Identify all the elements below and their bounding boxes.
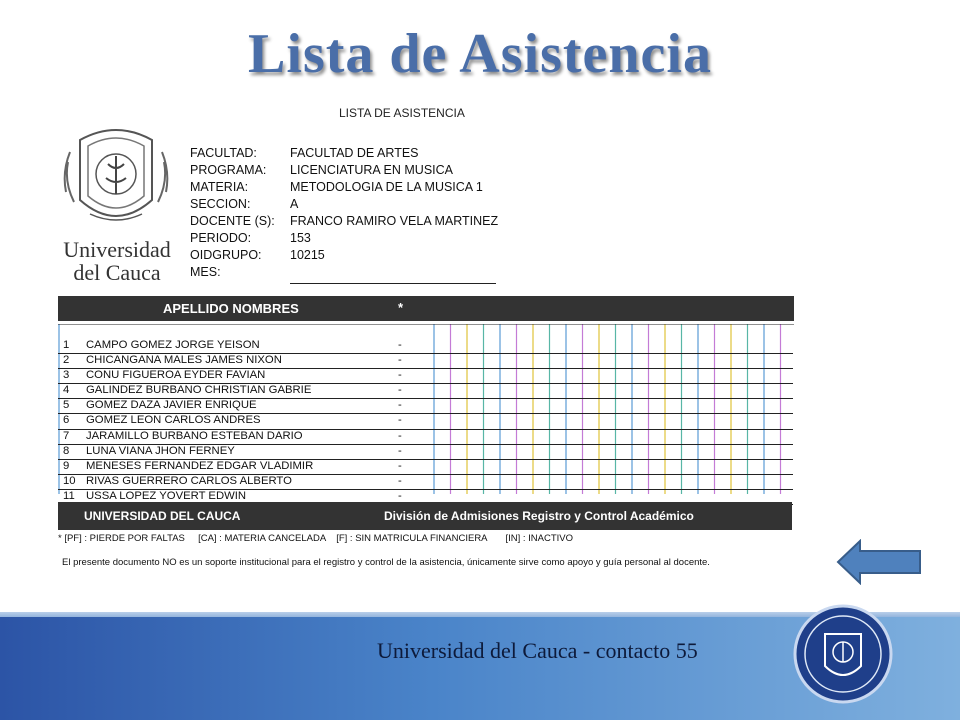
table-row (58, 430, 793, 445)
table-header (58, 296, 794, 321)
row-number: 9 (63, 459, 70, 472)
table-footer (58, 502, 792, 530)
field-value: FACULTAD DE ARTES (290, 146, 419, 160)
table-row (58, 460, 793, 475)
student-name: MENESES FERNANDEZ EDGAR VLADIMIR (86, 459, 314, 472)
field-value: A (290, 197, 299, 211)
field-label: PROGRAMA: (190, 163, 267, 177)
table-row (58, 414, 793, 429)
legend: * [PF] : PIERDE POR FALTAS [CA] : MATERIA CANCELADA [F] : SIN MATRICULA FINANCIERA [IN] : INACTIVO (58, 533, 574, 544)
table-row (58, 354, 793, 369)
field-label: OIDGRUPO: (190, 248, 262, 262)
student-name: LUNA VIANA JHON FERNEY (86, 444, 235, 457)
table-row (58, 339, 793, 354)
status-mark: - (398, 354, 402, 367)
status-mark: - (398, 429, 402, 442)
student-name: JARAMILLO BURBANO ESTEBAN DARIO (86, 429, 303, 442)
field-value: METODOLOGIA DE LA MUSICA 1 (290, 180, 483, 194)
row-number: 5 (63, 399, 70, 412)
logo-text-line2: del Cauca (73, 260, 161, 285)
footer-contact: - contacto 55 (577, 638, 698, 663)
footer-division: División de Admisiones Registro y Control Académico (384, 509, 694, 523)
university-seal-icon (793, 604, 893, 704)
field-label: MES: (190, 265, 221, 279)
status-mark: - (398, 399, 402, 412)
field-values (290, 145, 498, 264)
row-number: 7 (63, 429, 70, 442)
student-name: GALINDEZ BURBANO CHRISTIAN GABRIE (86, 384, 312, 397)
footer-university: UNIVERSIDAD DEL CAUCA (84, 509, 241, 523)
header-name: APELLIDO NOMBRES (163, 301, 299, 316)
student-name: GOMEZ DAZA JAVIER ENRIQUE (86, 399, 257, 412)
row-number: 2 (63, 354, 70, 367)
attendance-grid (58, 324, 794, 502)
disclaimer: El presente documento NO es un soporte institucional para el registro y control de la asistencia, únicamente sirve como apoyo y guía personal al docente. (62, 557, 710, 568)
row-number: 3 (63, 369, 70, 382)
table-row (58, 475, 793, 490)
field-label: DOCENTE (S): (190, 214, 275, 228)
field-label: PERIODO: (190, 231, 252, 245)
field-label: SECCION: (190, 197, 251, 211)
row-number: 8 (63, 444, 70, 457)
left-arrow-icon[interactable] (836, 539, 922, 585)
field-label: FACULTAD: (190, 146, 257, 160)
slide-title: Lista de Asistencia (248, 23, 712, 85)
footer-text (377, 638, 698, 664)
document-heading: LISTA DE ASISTENCIA (339, 106, 465, 120)
row-number: 6 (63, 414, 70, 427)
month-blank-line (290, 283, 496, 284)
field-value: LICENCIATURA EN MUSICA (290, 163, 453, 177)
attendance-rows (58, 339, 794, 505)
status-mark: - (398, 444, 402, 457)
student-name: RIVAS GUERRERO CARLOS ALBERTO (86, 474, 292, 487)
status-mark: - (398, 474, 402, 487)
table-row (58, 445, 793, 460)
field-value: 153 (290, 231, 311, 245)
student-name: CHICANGANA MALES JAMES NIXON (86, 354, 282, 367)
student-name: CAMPO GOMEZ JORGE YEISON (86, 339, 260, 351)
field-labels (190, 145, 275, 281)
row-number: 10 (63, 474, 76, 487)
table-row (58, 369, 793, 384)
status-mark: - (398, 459, 402, 472)
table-row (58, 399, 793, 414)
status-mark: - (398, 339, 402, 351)
field-value: FRANCO RAMIRO VELA MARTINEZ (290, 214, 499, 228)
student-name: USSA LOPEZ YOVERT EDWIN (86, 489, 247, 502)
status-mark: - (398, 369, 402, 382)
header-star: * (398, 300, 404, 315)
field-value: 10215 (290, 248, 325, 262)
logo-text-line1: Universidad (63, 237, 171, 262)
status-mark: - (398, 489, 402, 502)
field-label: MATERIA: (190, 180, 249, 194)
table-row (58, 384, 793, 399)
row-number: 1 (63, 339, 70, 351)
status-mark: - (398, 414, 402, 427)
student-name: CONU FIGUEROA EYDER FAVIAN (86, 369, 266, 382)
row-number: 4 (63, 384, 70, 397)
student-name: GOMEZ LEON CARLOS ANDRES (86, 414, 261, 427)
status-mark: - (398, 384, 402, 397)
row-number: 11 (63, 489, 75, 502)
footer-university-name: Universidad del Cauca (377, 638, 578, 663)
logo-text (62, 238, 172, 284)
